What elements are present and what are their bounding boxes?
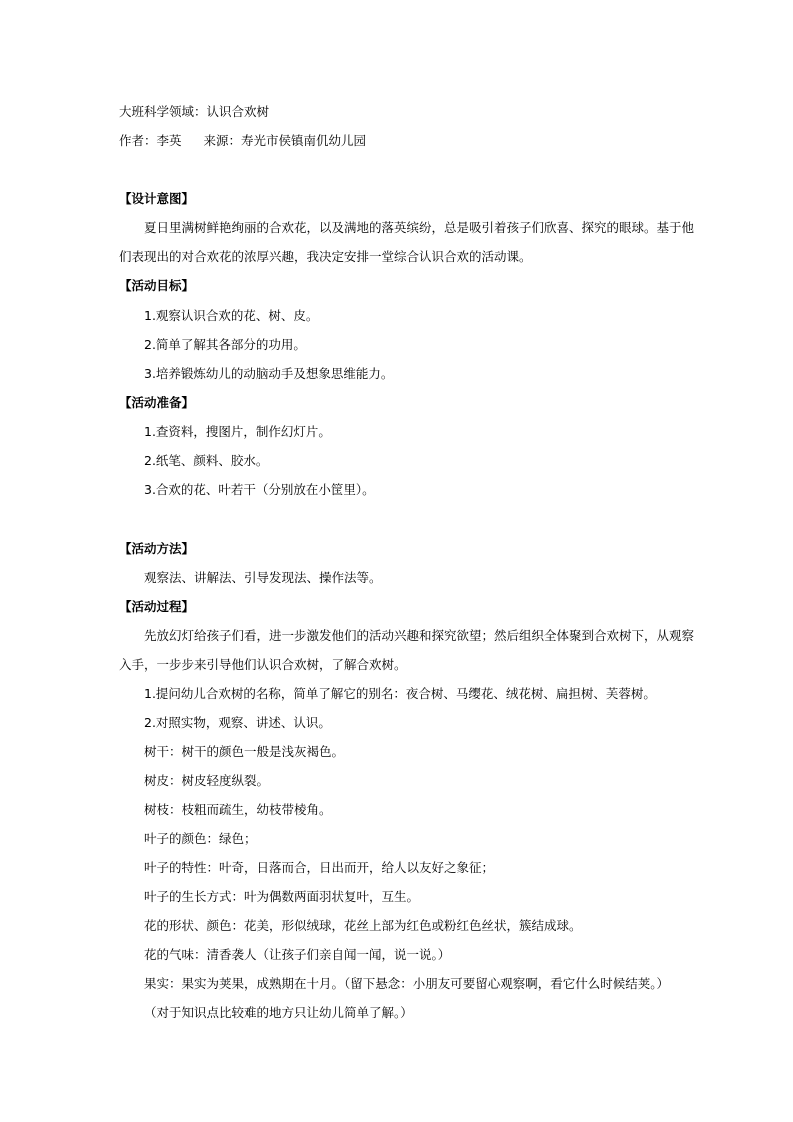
prep-heading: 【活动准备】 — [119, 395, 195, 410]
design-paragraph-line-2: 们表现出的对合欢花的浓厚兴趣，我决定安排一堂综合认识合欢的活动课。 — [119, 249, 532, 264]
goal-item: 1.观察认识合欢的花、树、皮。 — [144, 308, 319, 323]
process-item: 花的形状、颜色：花美，形似绒球，花丝上部为红色或粉红色丝状，簇结成球。 — [144, 918, 582, 933]
process-note: （对于知识点比较难的地方只让幼儿简单了解。） — [144, 1005, 413, 1020]
goal-item: 2.简单了解其各部分的功用。 — [144, 337, 306, 352]
goal-item: 3.培养锻炼幼儿的动脑动手及想象思维能力。 — [144, 366, 394, 381]
design-paragraph-line-1: 夏日里满树鲜艳绚丽的合欢花，以及满地的落英缤纷，总是吸引着孩子们欣喜、探究的眼球。基于他 — [144, 220, 695, 235]
prep-item: 2.纸笔、颜料、胶水。 — [144, 453, 269, 468]
prep-item: 1.查资料，搜图片，制作幻灯片。 — [144, 424, 331, 439]
author-source-line — [119, 133, 366, 149]
process-item: 果实：果实为荚果，成熟期在十月。（留下悬念：小朋友可要留心观察啊，看它什么时候结荚。） — [144, 976, 670, 991]
goals-heading: 【活动目标】 — [119, 278, 195, 293]
process-item: 叶子的生长方式：叶为偶数两面羽状复叶，互生。 — [144, 889, 420, 904]
process-paragraph-line-1: 先放幻灯给孩子们看，进一步激发他们的活动兴趣和探究欲望；然后组织全体聚到合欢树下，从观察 — [144, 628, 695, 643]
process-item: 1.提问幼儿合欢树的名称，简单了解它的别名：夜合树、马缨花、绒花树、扁担树、芙蓉树。 — [144, 686, 656, 701]
process-item: 叶子的颜色：绿色； — [144, 831, 257, 846]
process-item: 花的气味：清香袭人（让孩子们亲自闻一闻，说一说。） — [144, 947, 451, 962]
document-title: 大班科学领域：认识合欢树 — [119, 104, 270, 119]
process-item: 树皮：树皮轻度纵裂。 — [144, 773, 270, 788]
design-heading: 【设计意图】 — [119, 191, 195, 206]
process-item: 树枝：枝粗而疏生，幼枝带棱角。 — [144, 802, 332, 817]
author-label: 作者：李英 — [119, 133, 182, 148]
process-item: 树干：树干的颜色一般是浅灰褐色。 — [144, 744, 345, 759]
prep-item: 3.合欢的花、叶若干（分别放在小筐里）。 — [144, 482, 375, 497]
methods-heading: 【活动方法】 — [119, 541, 195, 556]
process-paragraph-line-2: 入手，一步步来引导他们认识合欢树，了解合欢树。 — [119, 657, 407, 672]
methods-text: 观察法、讲解法、引导发现法、操作法等。 — [144, 570, 382, 585]
process-heading: 【活动过程】 — [119, 599, 195, 614]
source-label: 来源：寿光市侯镇南仉幼儿园 — [203, 133, 367, 148]
process-item: 叶子的特性：叶奇，日落而合，日出而开，给人以友好之象征； — [144, 860, 495, 875]
process-item: 2.对照实物，观察、讲述、认识。 — [144, 715, 331, 730]
